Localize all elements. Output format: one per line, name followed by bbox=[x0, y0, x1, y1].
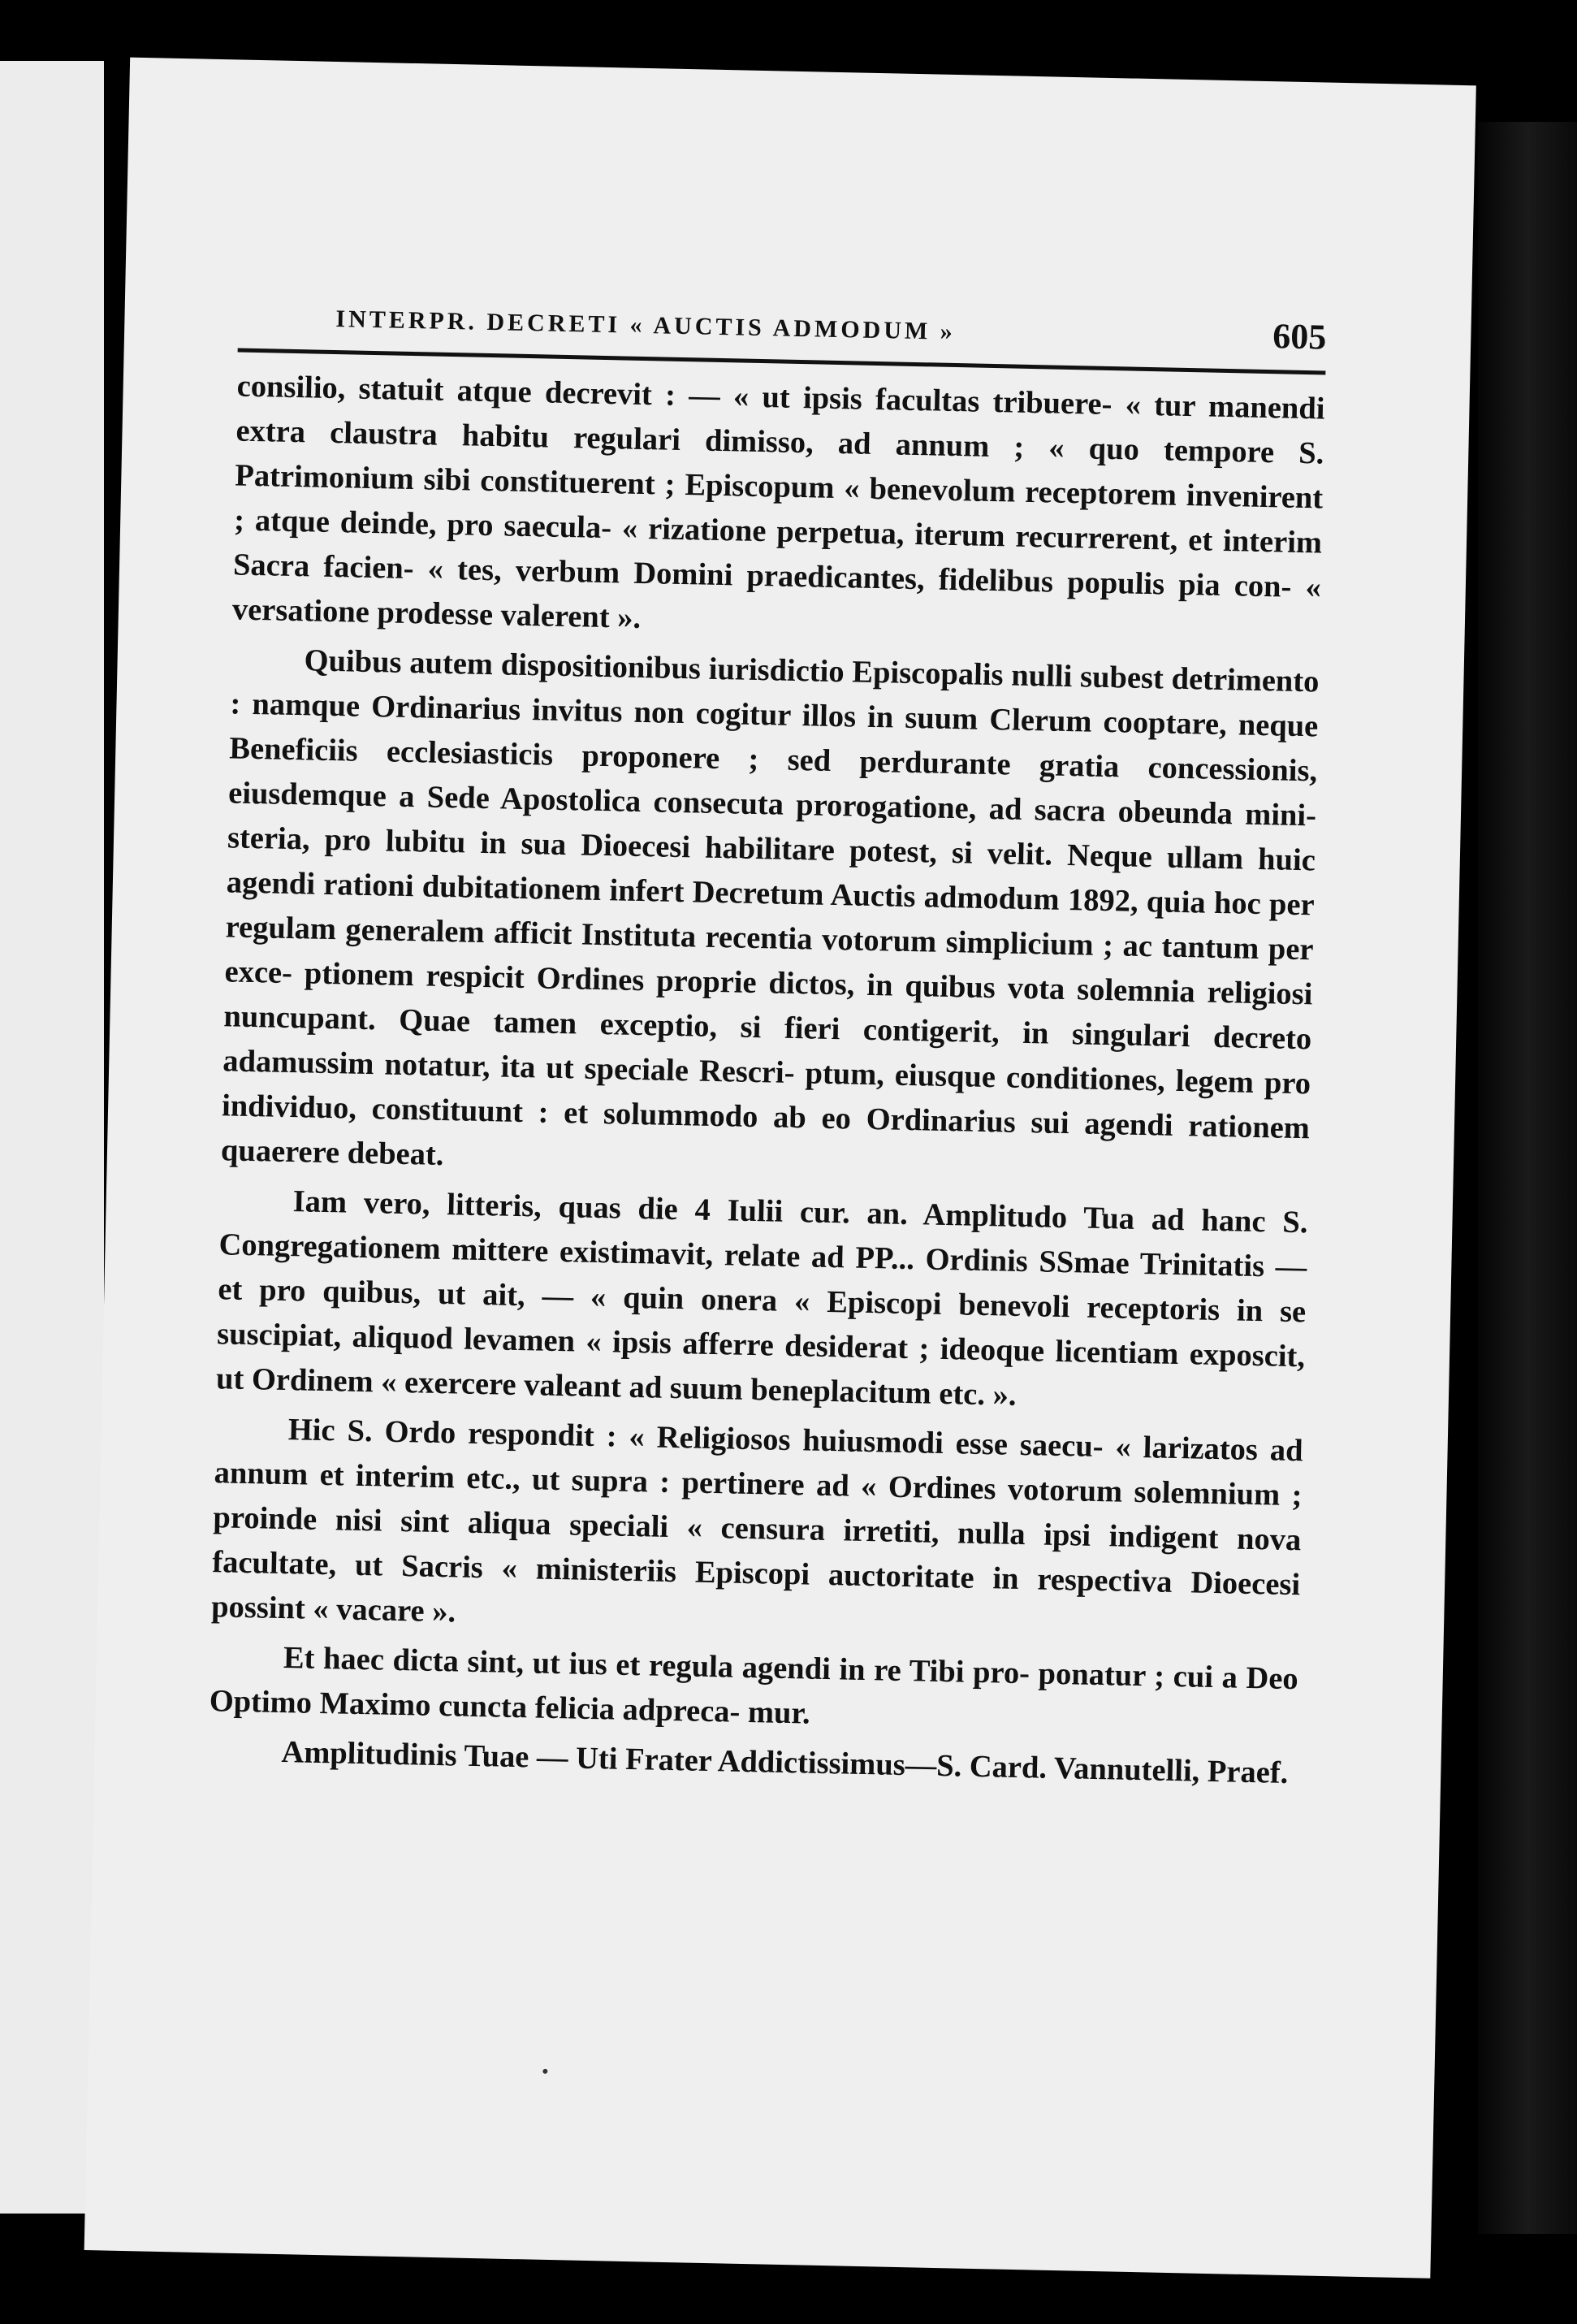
page-number: 605 bbox=[1272, 316, 1327, 357]
running-title: INTERPR. DECRETI « AUCTIS ADMODUM » bbox=[335, 305, 957, 345]
page-header bbox=[239, 304, 1327, 357]
signature: Amplitudinis Tuae — Uti Frater Addictissimus—S. Card. Vannutelli, Praef. bbox=[281, 1735, 1289, 1790]
body-text bbox=[208, 364, 1325, 1796]
paragraph-1: consilio, statuit atque decrevit : — « ut ipsis facultas tribuere- « tur manendi extra claustra habitu regulari dimisso, ad annum ; « quo tempore S. Patrimonium sibi constituerent ; Episcopum « benevolum receptorem invenirent ; atque deinde, pro saecula- « rizatione perpetua, iterum recurrerent, et interim Sacra facien- « tes, verbum Domini praedicantes, fidelibus populis pia con- « versatione prodesse valerent ». bbox=[231, 369, 1325, 635]
paragraph-2: Quibus autem dispositionibus iurisdictio Episcopalis nulli subest detrimento : namque Ordinarius invitus non cogitur illos in suum Clerum cooptare, neque Beneficiis ecclesiasticis proponere ; sed perdurante gratia concessionis, eiusdemque a Sede Apostolica consecuta prorogatione, ad sacra obeunda mini- steria, pro lubitu in sua Dioecesi habilitare potest, si velit. Neque ullam huic agendi rationi dubitationem infert Decretum Auctis admodum 1892, quia hoc per regulam generalem afficit Instituta recentia votorum simplicium ; ac tantum per exce- ptionem respicit Ordines proprie dictos, in quibus vota solemnia religiosi nuncupant. Quae tamen exceptio, si fieri contigerit, in singulari decreto adamussim notatur, ita ut speciale Rescri- ptum, eiusque conditiones, legem pro individuo, constituunt : et solummodo ab eo Ordinarius sui agendi rationem quaerere debeat. bbox=[220, 643, 1320, 1173]
right-page-edge bbox=[1478, 122, 1577, 2234]
book-page bbox=[84, 58, 1476, 2279]
paragraph-5: Et haec dicta sint, ut ius et regula agendi in re Tibi pro- ponatur ; cui a Deo Optimo Maximo cuncta felicia adpreca- mur. bbox=[209, 1641, 1299, 1731]
paragraph-4: Hic S. Ordo respondit : « Religiosos huiusmodi esse saecu- « larizatos ad annum et interim etc., ut supra : pertinere ad « Ordines votorum solemnium ; proinde nisi sint aliqua speciali « censura irretiti, nulla ipsi indigent nova facultate, ut Sacris « ministeriis Episcopi auctoritate in respectiva Dioecesi possint « vacare ». bbox=[210, 1413, 1304, 1629]
speck bbox=[542, 2069, 547, 2074]
paragraph-3: Iam vero, litteris, quas die 4 Iulii cur. an. Amplitudo Tua ad hanc S. Congregationem mittere existimavit, relate ad PP... Ordinis SSmae Trinitatis — et pro quibus, ut ait, — « quin onera « Episcopi benevoli receptoris in se suscipiat, aliquod levamen « ipsis afferre desiderat ; ideoque licentiam exposcit, ut Ordinem « exercere valeant ad suum beneplacitum etc. ». bbox=[215, 1184, 1308, 1413]
